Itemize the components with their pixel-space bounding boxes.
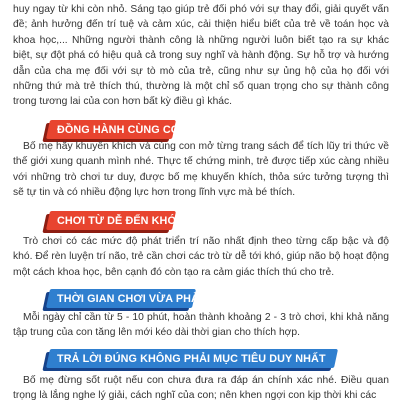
section2-paragraph: Trò chơi có các mức độ phát triển trí não nhất định theo từng cấp bậc và độ khó. Để rèn luyện trí não, trẻ cần chơi các trò từ dễ tới khó, giúp não bộ hoạt động một cách khoa học, bên cạnh đó còn tạo ra cảm giác thích thú cho trẻ. bbox=[13, 236, 389, 278]
section-heading-label: TRẢ LỜI ĐÚNG KHÔNG PHẢI MỤC TIÊU DUY NHẤT bbox=[57, 352, 326, 365]
section-heading-tra-loi-dung bbox=[46, 349, 334, 368]
section-heading-thoi-gian bbox=[46, 289, 203, 308]
intro-paragraph: huy ngay từ khi còn nhỏ. Sáng tạo giúp trẻ đối phó với sự thay đổi, giải quyết vấn đề; ảnh hưởng đến trí tuệ và cảm xúc, cải thiện hiểu biết của trẻ về toán học và khoa học,... Những người thành công là những người luôn biết tạo ra sự khác biệt, sự đột phá có hiệu quả cả trong suy nghĩ và hành động. Sự hỗ trợ và hướng dẫn của cha mẹ đối với sự tò mò của trẻ, cũng như sự ủng hộ của họ đối với những thứ mà trẻ thích thú, thường là một chỉ số quan trọng cho sự thành công trong tương lai của con hơn bất kỳ điều gì khác. bbox=[13, 4, 389, 108]
section-heading-label: THỜI GIAN CHƠI VỪA PHẢI bbox=[57, 292, 203, 305]
section-heading-label: CHƠI TỪ DỄ ĐẾN KHÓ bbox=[57, 214, 176, 227]
section4-paragraph: Bố mẹ đừng sốt ruột nếu con chưa đưa ra đáp án chính xác nhé. Điều quan trọng là lắng nghe lý giải, cách nghĩ của con; nên khen ngợi con kịp thời khi các bbox=[13, 375, 389, 400]
section1-paragraph: Bố mẹ hãy khuyến khích và cùng con mở từng trang sách để tích lũy tri thức về thế giới xung quanh mình nhé. Thực tế chứng minh, trẻ được tiếp xúc càng nhiều với những trò chơi tư duy, được bố mẹ khuyến khích, thỏa sức tưởng tượng thì sẽ tự tin và có nhiều động lực hơn trong lĩnh vực mà bé thích. bbox=[13, 141, 389, 199]
section3-paragraph: Mỗi ngày chỉ cần từ 5 - 10 phút, hoàn thành khoảng 2 - 3 trò chơi, khi khả năng tập trung của con tăng lên mới kéo dài thời gian cho thích hợp. bbox=[13, 312, 389, 339]
section-heading-label: ĐỒNG HÀNH CÙNG CON bbox=[57, 123, 188, 136]
section-heading-dong-hanh bbox=[46, 120, 188, 139]
section-heading-choi-tu-de bbox=[46, 211, 176, 230]
